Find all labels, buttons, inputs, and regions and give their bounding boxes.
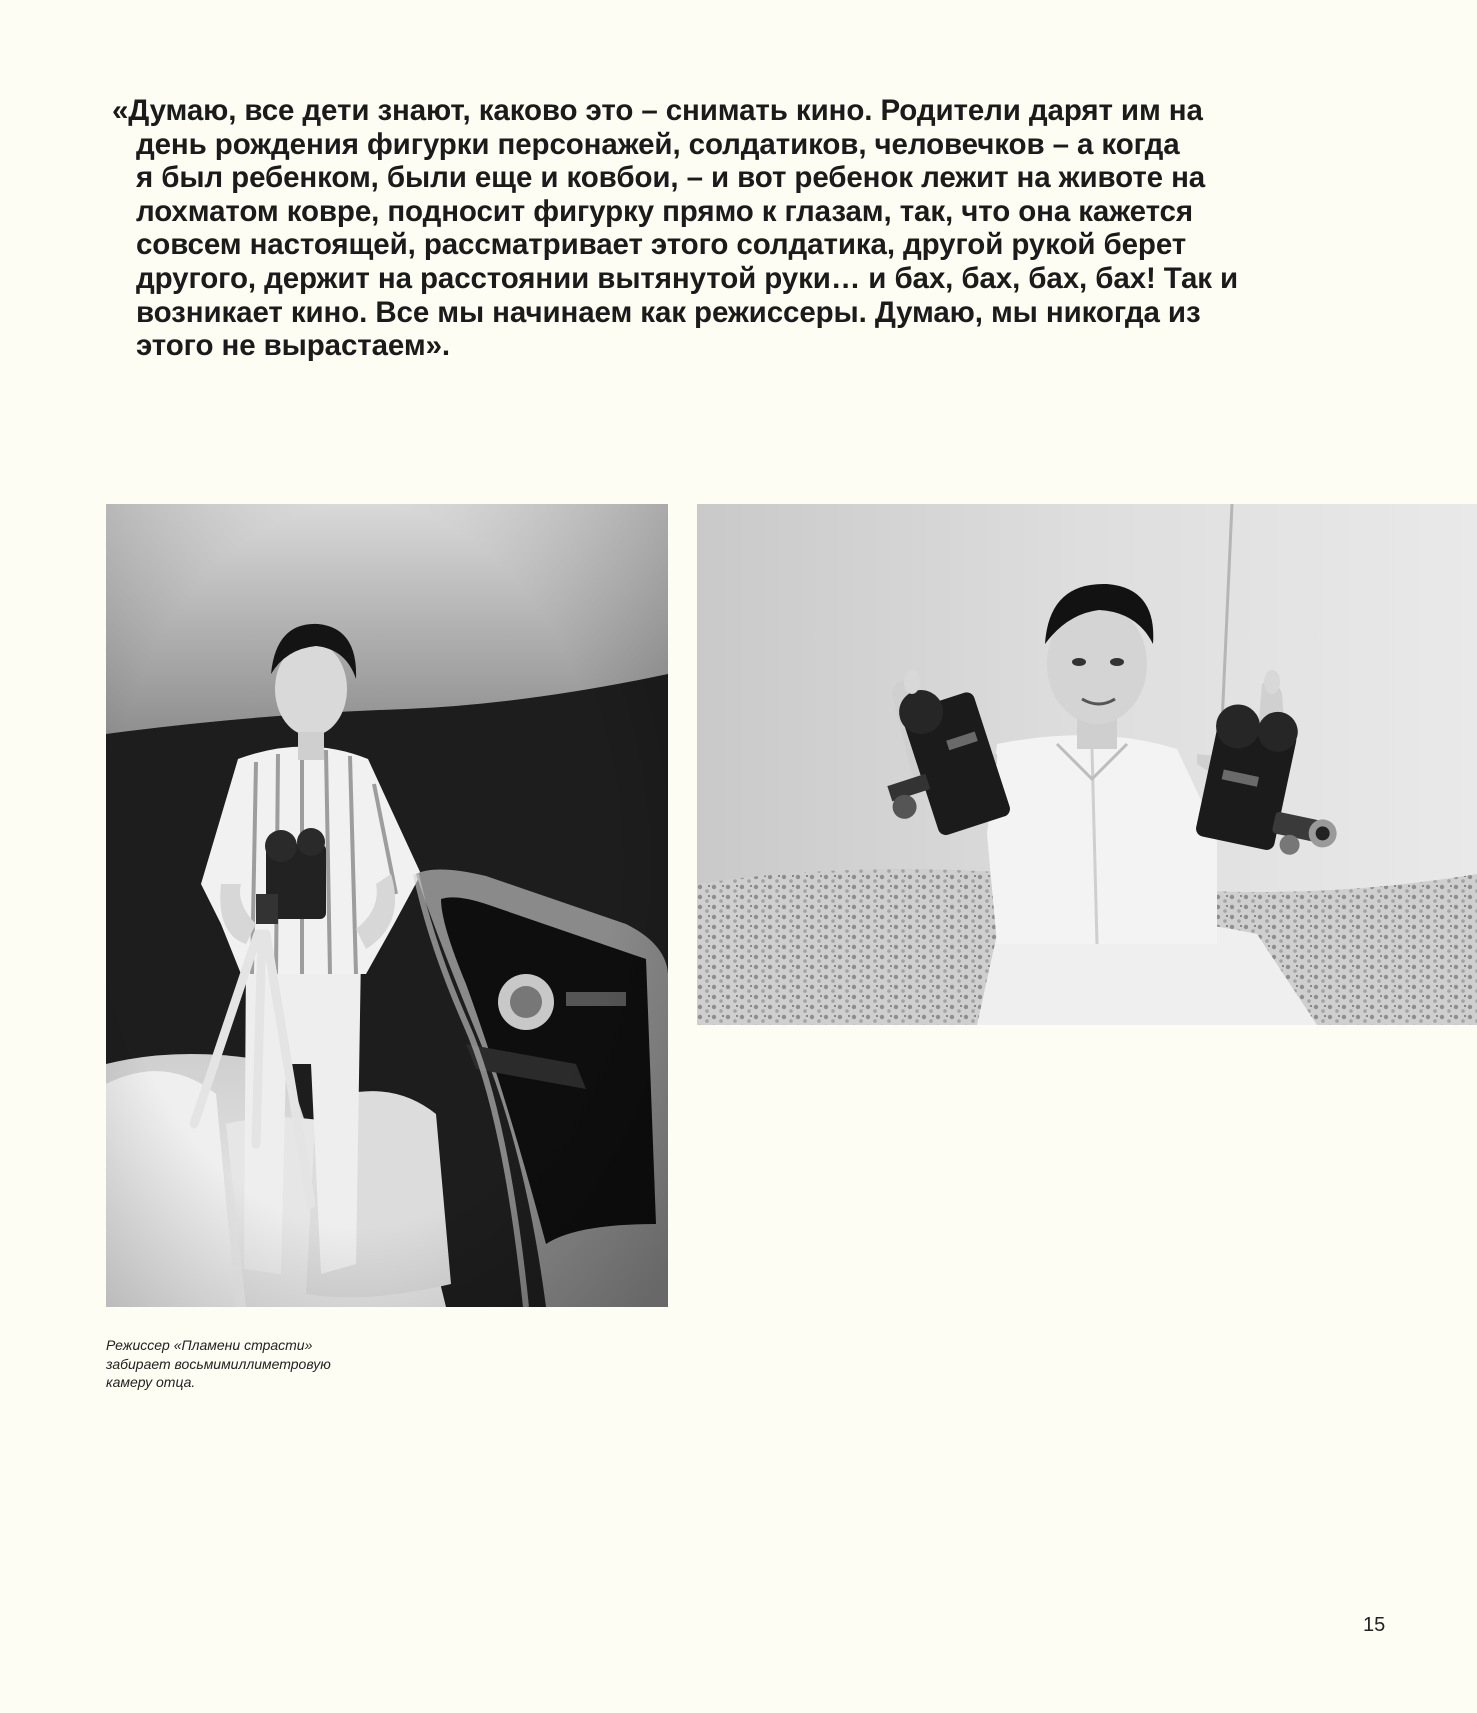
quote-line: этого не вырастаем». — [136, 329, 450, 363]
caption-line: камеру отца. — [106, 1374, 196, 1390]
photo-boy-with-camera-and-tripod — [106, 504, 668, 1307]
quote-line: совсем настоящей, рассматривает этого солдатика, другой рукой берет — [136, 228, 1187, 262]
pull-quote — [112, 94, 1432, 363]
quote-line: я был ребенком, были еще и ковбои, – и вот ребенок лежит на животе на — [136, 161, 1206, 195]
quote-line: лохматом ковре, подносит фигурку прямо к глазам, так, что она кажется — [136, 194, 1193, 228]
caption-line: Режиссер «Пламени страсти» — [106, 1337, 313, 1353]
quote-line: другого, держит на расстоянии вытянутой руки… и бах, бах, бах, бах! Так и — [136, 261, 1239, 295]
quote-line: возникает кино. Все мы начинаем как режиссеры. Думаю, мы никогда из — [136, 295, 1201, 329]
page-number: 15 — [1363, 1614, 1386, 1636]
photo-young-man-holding-two-cameras — [697, 504, 1477, 1025]
quote-line: день рождения фигурки персонажей, солдатиков, человечков – а когда — [136, 127, 1180, 161]
photo-caption — [106, 1336, 406, 1392]
caption-line: забирает восьмимиллиметровую — [106, 1355, 331, 1372]
quote-line: «Думаю, все дети знают, каково это – снимать кино. Родители дарят им на — [112, 94, 1203, 127]
